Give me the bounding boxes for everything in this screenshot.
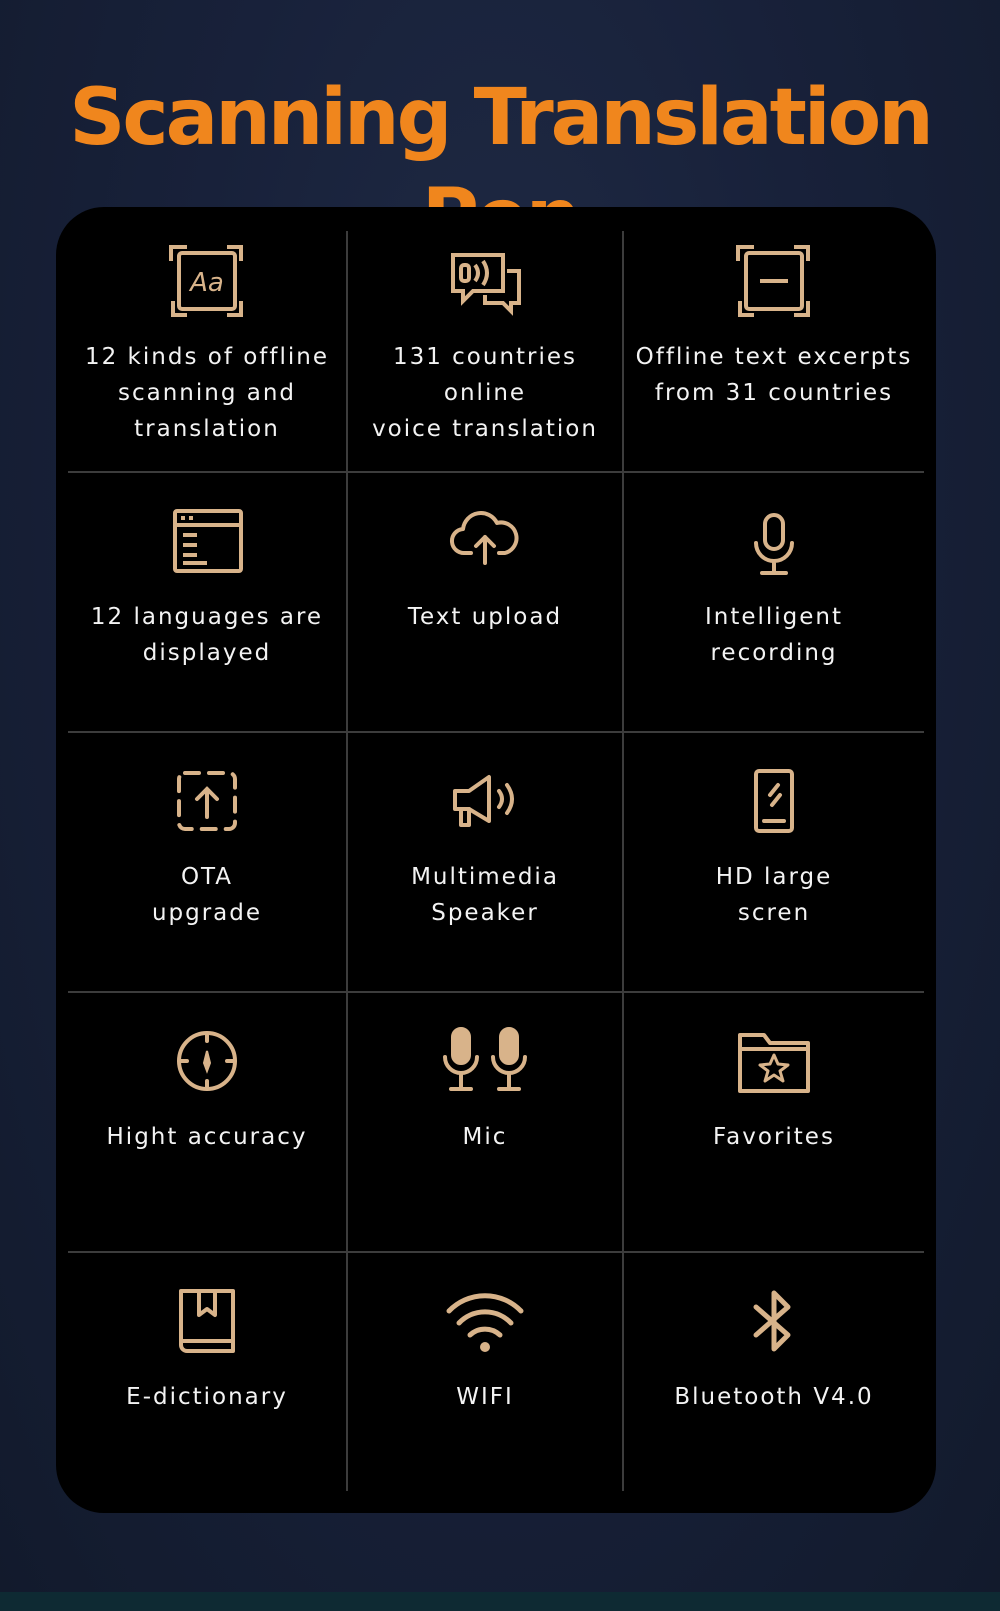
feature-label: 131 countries online voice translation	[372, 344, 598, 442]
microphone-icon	[734, 501, 814, 581]
feature-hd-screen	[624, 751, 924, 991]
dual-mic-icon	[437, 1021, 533, 1101]
phone-screen-icon	[734, 761, 814, 841]
feature-label: E-dictionary	[126, 1384, 288, 1410]
feature-label: Intelligent recording	[704, 604, 844, 666]
features-panel	[56, 207, 936, 1513]
feature-mic	[348, 1011, 622, 1251]
wifi-icon	[445, 1281, 525, 1361]
feature-high-accuracy	[68, 1011, 346, 1251]
page-title: Scanning Translation	[69, 73, 931, 163]
grid-divider	[68, 991, 924, 993]
ota-upgrade-icon	[167, 761, 247, 841]
feature-voice-translation	[348, 231, 622, 471]
feature-language-display	[68, 491, 346, 731]
bluetooth-icon	[734, 1281, 814, 1361]
feature-e-dictionary	[68, 1271, 346, 1491]
feature-label: Mic	[462, 1124, 508, 1150]
feature-text-upload	[348, 491, 622, 731]
grid-divider	[68, 731, 924, 733]
text-scan-icon	[167, 241, 247, 321]
feature-label: Favorites	[713, 1124, 835, 1150]
feature-text-excerpts	[624, 231, 924, 471]
feature-offline-scanning	[68, 231, 346, 471]
feature-bluetooth	[624, 1271, 924, 1491]
feature-label: Text upload	[407, 604, 563, 630]
voice-translation-icon	[445, 241, 525, 321]
feature-ota-upgrade	[68, 751, 346, 991]
speaker-icon	[445, 761, 525, 841]
feature-label: 12 languages are displayed	[90, 604, 324, 666]
cloud-upload-icon	[445, 501, 525, 581]
feature-label: 12 kinds of offline scanning and translation	[84, 344, 329, 442]
feature-label: WIFI	[456, 1384, 514, 1410]
book-icon	[167, 1281, 247, 1361]
favorites-folder-icon	[734, 1021, 814, 1101]
feature-favorites	[624, 1011, 924, 1251]
feature-intelligent-recording	[624, 491, 924, 731]
bottom-strip	[0, 1592, 1000, 1611]
grid-divider	[68, 471, 924, 473]
feature-multimedia-speaker	[348, 751, 622, 991]
feature-label: Hight accuracy	[106, 1124, 308, 1150]
grid-divider	[68, 1251, 924, 1253]
compass-icon	[167, 1021, 247, 1101]
feature-label: OTA upgrade	[151, 864, 263, 926]
feature-label: HD large scren	[715, 864, 833, 926]
feature-label: Offline text excerpts from 31 countries	[635, 344, 913, 406]
svg-text:Aa: Aa	[190, 268, 224, 298]
feature-label: Bluetooth V4.0	[674, 1384, 874, 1410]
feature-wifi	[348, 1271, 622, 1491]
text-excerpt-icon	[734, 241, 814, 321]
feature-label: Multimedia Speaker	[411, 864, 559, 926]
features-grid	[68, 231, 924, 1491]
language-display-icon	[167, 501, 247, 581]
